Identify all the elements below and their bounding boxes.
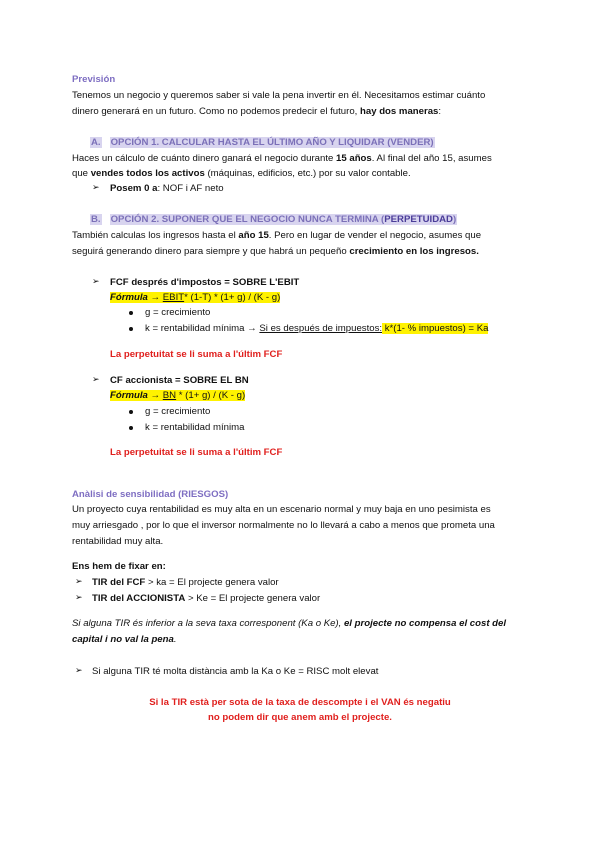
arrow-bullet-icon: ➢: [75, 592, 83, 602]
text-run: .: [173, 634, 177, 645]
fcf-formula: [110, 291, 280, 304]
formula-rest: * (1-T) * (1+ g) / (K - g): [184, 292, 281, 303]
conclusion-line1: Si la TIR està per sota de la taxa de descompte i el VAN és negatiu: [149, 697, 451, 708]
option-a-line1: [72, 152, 492, 165]
arrow-bullet-icon: ➢: [75, 665, 83, 675]
bullet-dot-icon: [129, 311, 133, 315]
fcf-g-definition: g = crecimiento: [145, 307, 211, 318]
text-run: Haces un cálculo de cuánto dinero ganará el negocio durante: [72, 153, 337, 164]
option-b-title: [110, 214, 458, 225]
option-a-line2: [72, 167, 411, 180]
text-run: . Pero en lugar de vender el negocio, asumes que: [268, 230, 482, 241]
arrow-bullet-icon: ➢: [75, 576, 83, 586]
text-run: :: [438, 106, 442, 117]
formula-label: Fórmula →: [110, 390, 161, 401]
text-run-bold: vendes todos los activos: [90, 168, 205, 179]
text-run: k = rentabilidad mínima →: [145, 323, 260, 334]
fcf-k-definition: [145, 322, 488, 335]
text-run-bold: 15 años: [336, 153, 372, 164]
option-a-marker: A.: [91, 137, 101, 148]
text-run-bold: capital i no val la pena: [72, 634, 174, 645]
fcf-title: FCF després d'impostos = SOBRE L'EBIT: [110, 277, 300, 288]
option-a-bullet: [110, 182, 224, 195]
text-run-highlight: k*(1- % impuestos) = Ka: [382, 323, 489, 334]
text-run-bold: año 15: [238, 230, 269, 241]
tir-fcf-bullet: [92, 576, 279, 589]
text-run: > ka = El projecte genera valor: [145, 577, 279, 588]
tir-accionista-bullet: [92, 592, 320, 605]
conclusion-line2: no podem dir que anem amb el projecte.: [208, 712, 392, 723]
text-run: seguirá generando dinero para siempre y que habrá un pequeño: [72, 246, 350, 257]
arrow-bullet-icon: ➢: [92, 182, 100, 192]
fixar-label: Ens hem de fixar en:: [72, 561, 166, 572]
section-heading-sensibilidad: Anàlisi de sensibilidad (RIESGOS): [72, 489, 229, 500]
cf-k-definition: k = rentabilidad mínima: [145, 422, 245, 433]
sensibilidad-line1: Un proyecto cuya rentabilidad es muy alta en un escenario normal y muy baja en uno pesimista es: [72, 504, 491, 515]
text-run-bold: crecimiento en los ingresos.: [349, 246, 479, 257]
option-a-title: OPCIÓN 1. CALCULAR HASTA EL ÚLTIMO AÑO Y LIQUIDAR (VENDER): [110, 137, 434, 148]
text-run: : NOF i AF neto: [157, 183, 224, 194]
bullet-dot-icon: [129, 327, 133, 331]
cf-perpetuity-note: La perpetuitat se li suma a l'últim FCF: [110, 447, 283, 458]
option-b-marker: B.: [91, 214, 101, 225]
cf-g-definition: g = crecimiento: [145, 406, 211, 417]
text-run-bold: hay dos maneras: [360, 106, 439, 117]
text-run: dinero generará en un futuro. Como no podemos predecir el futuro,: [72, 106, 360, 117]
text-run: (máquinas, edificios, etc.) por su valor contable.: [204, 168, 411, 179]
arrow-bullet-icon: ➢: [92, 276, 100, 286]
section-heading-prevision: Previsión: [72, 74, 116, 85]
cf-title: CF accionista = SOBRE EL BN: [110, 375, 249, 386]
bullet-dot-icon: [129, 426, 133, 430]
text-run: . Al final del año 15, asumes: [371, 153, 492, 164]
prevision-paragraph-line1: Tenemos un negocio y queremos saber si vale la pena invertir en él. Necesitamos estimar cuánto: [72, 90, 486, 101]
text-run: > Ke = El projecte genera valor: [185, 593, 321, 604]
text-run: También calculas los ingresos hasta el: [72, 230, 239, 241]
text-run: ): [452, 214, 457, 225]
bullet-dot-icon: [129, 410, 133, 414]
text-run-underline: Si es después de impuestos:: [259, 323, 383, 334]
option-b-heading: [90, 213, 457, 226]
arrow-bullet-icon: ➢: [92, 374, 100, 384]
italic-note-line1: [72, 617, 506, 630]
fcf-perpetuity-note: La perpetuitat se li suma a l'últim FCF: [110, 349, 283, 360]
risk-bullet: Si alguna TIR té molta distància amb la Ka o Ke = RISC molt elevat: [92, 666, 379, 677]
option-b-line2: [72, 245, 479, 258]
text-run-bold: TIR del FCF: [92, 577, 146, 588]
formula-bn: BN: [162, 390, 177, 401]
formula-label: Fórmula →: [110, 292, 161, 303]
prevision-paragraph-line2: [72, 105, 441, 118]
text-run: Si alguna TIR és inferior a la seva taxa corresponent (Ka o Ke),: [72, 618, 344, 629]
text-run-emph: PERPETUIDAD: [384, 214, 453, 225]
sensibilidad-line2: muy arriesgado , por lo que el inversor normalmente no lo llevará a cabo a menos que prometa una: [72, 520, 495, 531]
sensibilidad-line3: rentabilidad muy alta.: [72, 536, 164, 547]
text-run-bold: el projecte no compensa el cost del: [343, 618, 507, 629]
text-run-bold: Posem 0 a: [110, 183, 158, 194]
cf-formula: [110, 389, 245, 402]
formula-ebit: EBIT: [162, 292, 185, 303]
text-run: que: [72, 168, 91, 179]
option-a-heading: [90, 136, 435, 149]
text-run-bold: TIR del ACCIONISTA: [92, 593, 186, 604]
option-b-line1: [72, 229, 481, 242]
text-run: OPCIÓN 2. SUPONER QUE EL NEGOCIO NUNCA TERMINA (: [110, 214, 385, 225]
formula-rest: * (1+ g) / (K - g): [176, 390, 246, 401]
italic-note-line2: [72, 633, 177, 646]
